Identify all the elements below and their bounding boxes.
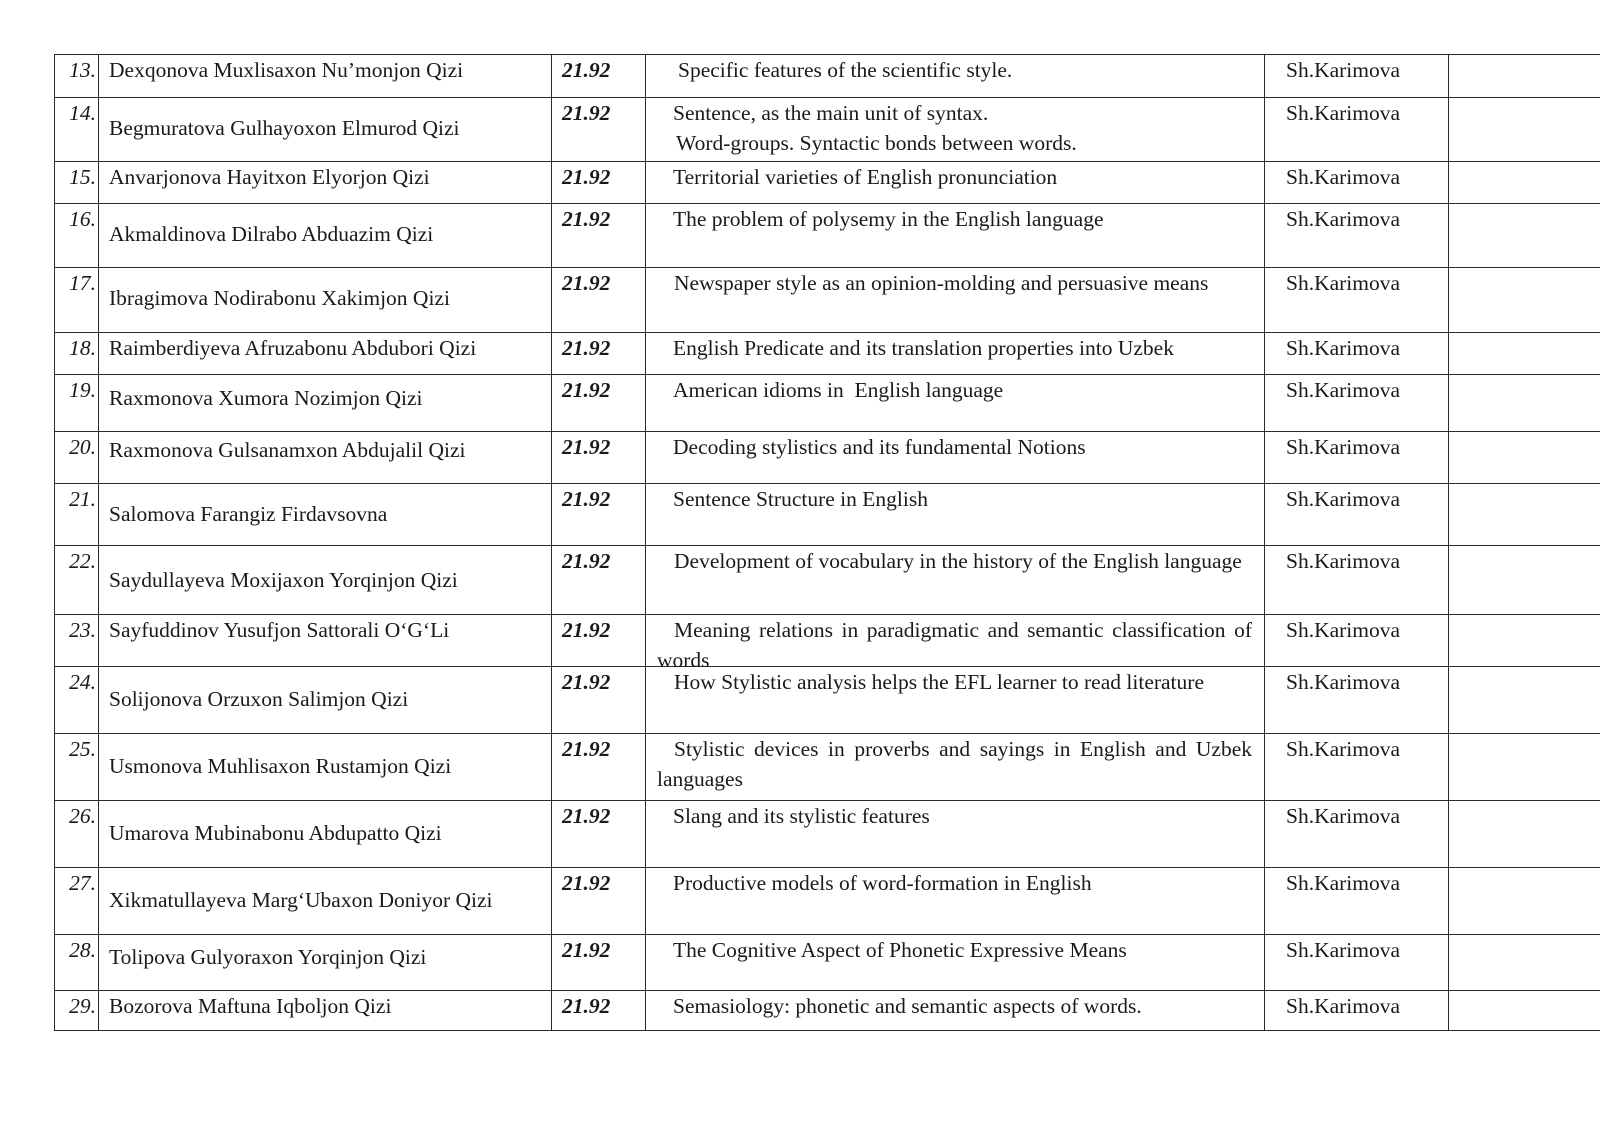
thesis-topic-line2: Word-groups. Syntactic bonds between words. — [676, 131, 1077, 155]
table-row — [55, 991, 1600, 1031]
supervisor-name: Sh.Karimova — [1265, 162, 1449, 204]
group-code: 21.92 — [552, 55, 646, 98]
table-row — [55, 333, 1600, 375]
student-name: Akmaldinova Dilrabo Abduazim Qizi — [109, 222, 434, 246]
thesis-topic — [657, 549, 1242, 573]
row-number: 13. — [55, 55, 99, 98]
group-code: 21.92 — [552, 734, 646, 801]
table-row — [55, 734, 1600, 801]
empty-cell — [1449, 801, 1600, 868]
student-name: Sayfuddinov Yusufjon Sattorali O‘G‘Li — [109, 618, 450, 642]
group-code: 21.92 — [552, 801, 646, 868]
table-row — [55, 55, 1600, 98]
table-row — [55, 204, 1600, 268]
table-row — [55, 801, 1600, 868]
student-name: Usmonova Muhlisaxon Rustamjon Qizi — [109, 754, 452, 778]
empty-cell — [1449, 162, 1600, 204]
group-code: 21.92 — [552, 432, 646, 484]
empty-cell — [1449, 432, 1600, 484]
table-row — [55, 615, 1600, 667]
thesis-topic: Sentence Structure in English — [673, 487, 928, 511]
thesis-topic — [657, 271, 1208, 295]
group-code: 21.92 — [552, 935, 646, 991]
student-name: Umarova Mubinabonu Abdupatto Qizi — [109, 821, 442, 845]
student-name: Tolipova Gulyoraxon Yorqinjon Qizi — [109, 945, 427, 969]
row-number: 19. — [55, 375, 99, 432]
supervisor-name: Sh.Karimova — [1265, 204, 1449, 268]
supervisor-name: Sh.Karimova — [1265, 801, 1449, 868]
row-number: 25. — [55, 734, 99, 801]
student-name: Anvarjonova Hayitxon Elyorjon Qizi — [109, 165, 430, 189]
table-row — [55, 375, 1600, 432]
group-code: 21.92 — [552, 333, 646, 375]
student-name: Raxmonova Gulsanamxon Abdujalil Qizi — [109, 438, 466, 462]
thesis-topic: Sentence, as the main unit of syntax. — [673, 101, 989, 125]
table-row — [55, 484, 1600, 546]
group-code: 21.92 — [552, 991, 646, 1031]
row-number: 18. — [55, 333, 99, 375]
row-number: 21. — [55, 484, 99, 546]
supervisor-name: Sh.Karimova — [1265, 667, 1449, 734]
group-code: 21.92 — [552, 98, 646, 162]
group-code: 21.92 — [552, 615, 646, 667]
table-row — [55, 667, 1600, 734]
empty-cell — [1449, 734, 1600, 801]
row-number: 16. — [55, 204, 99, 268]
empty-cell — [1449, 484, 1600, 546]
thesis-topic: American idioms in English language — [673, 378, 1004, 402]
empty-cell — [1449, 204, 1600, 268]
student-name: Salomova Farangiz Firdavsovna — [109, 502, 388, 526]
student-name: Ibragimova Nodirabonu Xakimjon Qizi — [109, 286, 450, 310]
row-number: 26. — [55, 801, 99, 868]
row-number: 29. — [55, 991, 99, 1031]
row-number: 27. — [55, 868, 99, 935]
group-code: 21.92 — [552, 268, 646, 333]
student-name: Begmuratova Gulhayoxon Elmurod Qizi — [109, 116, 460, 140]
supervisor-name: Sh.Karimova — [1265, 268, 1449, 333]
group-code: 21.92 — [552, 667, 646, 734]
group-code: 21.92 — [552, 868, 646, 935]
supervisor-name: Sh.Karimova — [1265, 734, 1449, 801]
group-code: 21.92 — [552, 375, 646, 432]
thesis-topic: The Cognitive Aspect of Phonetic Expressive Means — [673, 938, 1127, 962]
student-name: Saydullayeva Moxijaxon Yorqinjon Qizi — [109, 568, 458, 592]
thesis-topic: Specific features of the scientific style. — [678, 58, 1013, 82]
thesis-topic — [657, 670, 1204, 694]
empty-cell — [1449, 667, 1600, 734]
group-code: 21.92 — [552, 204, 646, 268]
thesis-topic-text: How Stylistic analysis helps the EFL learner to read literature — [674, 670, 1204, 694]
group-code: 21.92 — [552, 546, 646, 615]
student-name: Solijonova Orzuxon Salimjon Qizi — [109, 687, 409, 711]
table-row — [55, 546, 1600, 615]
student-name: Xikmatullayeva Marg‘Ubaxon Doniyor Qizi — [109, 888, 493, 912]
table-row — [55, 268, 1600, 333]
supervisor-name: Sh.Karimova — [1265, 484, 1449, 546]
table-row — [55, 935, 1600, 991]
supervisor-name: Sh.Karimova — [1265, 546, 1449, 615]
thesis-topic: Semasiology: phonetic and semantic aspects of words. — [673, 994, 1142, 1018]
empty-cell — [1449, 98, 1600, 162]
supervisor-name: Sh.Karimova — [1265, 333, 1449, 375]
supervisor-name: Sh.Karimova — [1265, 935, 1449, 991]
row-number: 17. — [55, 268, 99, 333]
row-number: 15. — [55, 162, 99, 204]
thesis-topic: The problem of polysemy in the English language — [673, 207, 1104, 231]
thesis-topic — [657, 618, 1252, 672]
table-row — [55, 868, 1600, 935]
table-row — [55, 432, 1600, 484]
thesis-topic-text: Meaning relations in paradigmatic and semantic classification of words — [657, 618, 1252, 672]
student-name: Dexqonova Muxlisaxon Nu’monjon Qizi — [109, 58, 464, 82]
thesis-topic: English Predicate and its translation properties into Uzbek — [673, 336, 1174, 360]
student-name: Raxmonova Xumora Nozimjon Qizi — [109, 386, 423, 410]
thesis-topic-text: Newspaper style as an opinion-molding and persuasive means — [674, 271, 1209, 295]
table-row — [55, 98, 1600, 162]
empty-cell — [1449, 991, 1600, 1031]
empty-cell — [1449, 546, 1600, 615]
thesis-topic: Decoding stylistics and its fundamental Notions — [673, 435, 1086, 459]
thesis-topic: Territorial varieties of English pronunciation — [673, 165, 1058, 189]
thesis-topics-table — [54, 54, 1600, 1031]
supervisor-name: Sh.Karimova — [1265, 432, 1449, 484]
table-row — [55, 162, 1600, 204]
thesis-topic-text: Stylistic devices in proverbs and sayings in English and Uzbek languages — [657, 737, 1252, 791]
student-name: Raimberdiyeva Afruzabonu Abdubori Qizi — [109, 336, 477, 360]
thesis-topic: Slang and its stylistic features — [673, 804, 930, 828]
empty-cell — [1449, 935, 1600, 991]
supervisor-name: Sh.Karimova — [1265, 55, 1449, 98]
supervisor-name: Sh.Karimova — [1265, 98, 1449, 162]
thesis-topic-text: Development of vocabulary in the history of the English language — [674, 549, 1242, 573]
group-code: 21.92 — [552, 162, 646, 204]
empty-cell — [1449, 375, 1600, 432]
supervisor-name: Sh.Karimova — [1265, 615, 1449, 667]
group-code: 21.92 — [552, 484, 646, 546]
row-number: 24. — [55, 667, 99, 734]
empty-cell — [1449, 268, 1600, 333]
thesis-topic: Productive models of word-formation in English — [673, 871, 1092, 895]
row-number: 28. — [55, 935, 99, 991]
empty-cell — [1449, 615, 1600, 667]
thesis-topic — [657, 737, 1252, 791]
row-number: 20. — [55, 432, 99, 484]
empty-cell — [1449, 55, 1600, 98]
student-name: Bozorova Maftuna Iqboljon Qizi — [109, 994, 392, 1018]
empty-cell — [1449, 868, 1600, 935]
supervisor-name: Sh.Karimova — [1265, 991, 1449, 1031]
row-number: 14. — [55, 98, 99, 162]
supervisor-name: Sh.Karimova — [1265, 375, 1449, 432]
row-number: 23. — [55, 615, 99, 667]
empty-cell — [1449, 333, 1600, 375]
table-body — [55, 55, 1600, 1031]
supervisor-name: Sh.Karimova — [1265, 868, 1449, 935]
row-number: 22. — [55, 546, 99, 615]
